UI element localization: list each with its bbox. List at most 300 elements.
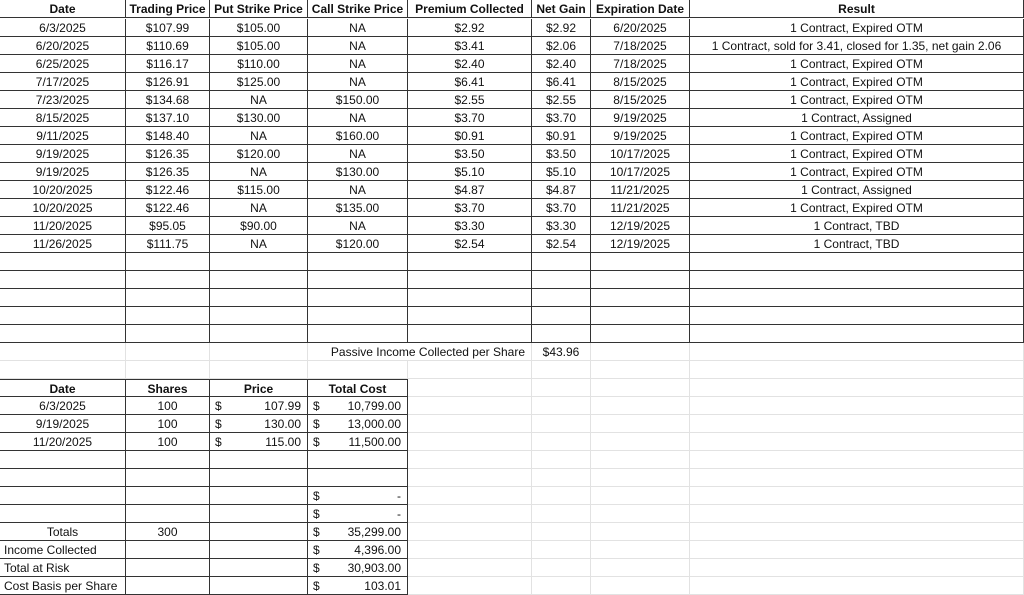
table-cell[interactable]: $2.92 [408,19,532,37]
date-cell[interactable]: 11/20/2025 [0,433,126,451]
table-cell[interactable]: $137.10 [126,109,210,127]
table-cell[interactable]: $3.30 [408,217,532,235]
table-cell[interactable]: 12/19/2025 [591,217,690,235]
empty-cell[interactable] [690,361,1024,379]
table-cell[interactable]: 10/20/2025 [0,199,126,217]
date-cell[interactable]: 9/19/2025 [0,415,126,433]
empty-cell[interactable] [0,361,126,379]
empty-cell[interactable] [591,325,690,343]
empty-cell[interactable] [591,523,690,541]
shares-cell[interactable]: 100 [126,433,210,451]
currency-symbol: $ [215,417,222,431]
table-cell[interactable]: $107.99 [126,19,210,37]
table-cell[interactable]: $3.41 [408,37,532,55]
table-cell[interactable]: $110.00 [210,55,308,73]
table-cell[interactable]: $2.54 [408,235,532,253]
empty-cell[interactable] [690,523,1024,541]
table-cell[interactable]: 1 Contract, Expired OTM [690,19,1024,37]
cell[interactable] [0,487,126,505]
column-header[interactable]: Trading Price [126,0,210,18]
total-cost-cell[interactable] [308,415,408,433]
table-cell[interactable]: 9/19/2025 [0,163,126,181]
currency-symbol: $ [313,435,320,449]
shares-cell[interactable]: 100 [126,397,210,415]
table-cell[interactable]: NA [210,127,308,145]
empty-cell[interactable] [126,307,210,325]
price-cell[interactable] [210,433,308,451]
table-cell[interactable]: $2.54 [532,235,591,253]
table-cell[interactable]: $3.70 [532,109,591,127]
table-cell[interactable]: 7/18/2025 [591,37,690,55]
empty-cell[interactable] [0,325,126,343]
table-cell[interactable]: $105.00 [210,37,308,55]
table-row [0,505,1024,523]
table-cell[interactable]: 12/19/2025 [591,235,690,253]
empty-cell[interactable] [408,541,532,559]
amount: 11,500.00 [348,435,401,449]
column-header[interactable]: Put Strike Price [210,0,308,18]
empty-cell[interactable] [690,325,1024,343]
table-row [0,19,1024,37]
passive-income-row [0,343,1024,361]
empty-cell[interactable] [126,325,210,343]
table-row [0,217,1024,235]
table-row [0,433,1024,451]
empty-cell[interactable] [308,253,408,271]
table-cell[interactable]: 11/21/2025 [591,181,690,199]
table-cell[interactable]: 9/19/2025 [0,145,126,163]
totals-row [0,523,1024,541]
empty-cell[interactable] [408,271,532,289]
empty-cell[interactable] [532,253,591,271]
total-at-risk-row [0,559,1024,577]
table-cell[interactable]: $120.00 [210,145,308,163]
total-at-risk-value[interactable] [308,559,408,577]
empty-cell[interactable] [690,451,1024,469]
empty-cell[interactable] [591,577,690,595]
table-cell[interactable]: 9/19/2025 [591,127,690,145]
empty-cell[interactable] [532,361,591,379]
table-cell[interactable]: $130.00 [308,163,408,181]
table-cell[interactable]: 11/20/2025 [0,217,126,235]
empty-cell[interactable] [591,307,690,325]
empty-cell[interactable] [532,487,591,505]
table-cell[interactable]: 1 Contract, Assigned [690,181,1024,199]
empty-cell[interactable] [126,361,210,379]
column-header[interactable]: Result [690,0,1024,18]
empty-cell[interactable] [591,451,690,469]
empty-cell[interactable] [690,433,1024,451]
cell[interactable] [210,559,308,577]
empty-cell[interactable] [591,415,690,433]
table-cell[interactable]: NA [210,199,308,217]
table-cell[interactable]: 7/18/2025 [591,55,690,73]
empty-cell[interactable] [126,271,210,289]
cost-basis-label[interactable]: Cost Basis per Share [0,577,126,595]
table-cell[interactable]: NA [210,91,308,109]
table-row [0,109,1024,127]
table-cell[interactable]: $105.00 [210,19,308,37]
table-row [0,415,1024,433]
table-cell[interactable]: $122.46 [126,199,210,217]
table-cell[interactable]: $6.41 [532,73,591,91]
empty-cell[interactable] [308,271,408,289]
table-cell[interactable]: $2.40 [408,55,532,73]
table-cell[interactable]: $2.55 [408,91,532,109]
empty-cell[interactable] [408,487,532,505]
empty-cell[interactable] [408,433,532,451]
table-cell[interactable]: 1 Contract, TBD [690,217,1024,235]
amount: 4,396.00 [354,543,401,557]
empty-cell[interactable] [532,577,591,595]
empty-cell[interactable] [591,379,690,397]
table-cell[interactable]: $5.10 [408,163,532,181]
currency-symbol: $ [313,561,320,575]
empty-cell[interactable] [408,469,532,487]
empty-cell[interactable] [532,559,591,577]
totals-label[interactable]: Totals [0,523,126,541]
table-cell[interactable]: NA [308,109,408,127]
empty-cell[interactable] [210,271,308,289]
table-cell[interactable]: 6/25/2025 [0,55,126,73]
table-cell[interactable]: $3.70 [532,199,591,217]
table-cell[interactable]: NA [308,181,408,199]
table-cell[interactable]: $125.00 [210,73,308,91]
currency-symbol: $ [313,525,320,539]
cell[interactable] [210,469,308,487]
column-header[interactable]: Date [0,379,126,397]
table-cell[interactable]: 8/15/2025 [591,91,690,109]
table-cell[interactable]: $90.00 [210,217,308,235]
blank-table-row [0,253,1024,271]
table-cell[interactable]: $4.87 [408,181,532,199]
total-cost-cell[interactable] [308,397,408,415]
empty-cell[interactable] [690,505,1024,523]
empty-cell[interactable] [690,469,1024,487]
table-cell[interactable]: 10/17/2025 [591,163,690,181]
passive-income-value: $43.96 [532,343,591,361]
column-header[interactable]: Date [0,0,126,18]
empty-cell[interactable] [690,253,1024,271]
cell[interactable] [126,505,210,523]
empty-cell[interactable] [210,343,308,361]
empty-cell[interactable] [532,289,591,307]
currency-symbol: $ [313,489,320,503]
empty-cell[interactable] [591,505,690,523]
column-header[interactable]: Net Gain [532,0,591,18]
empty-cell[interactable] [591,397,690,415]
empty-cell[interactable] [690,271,1024,289]
cell[interactable] [210,505,308,523]
empty-cell[interactable] [0,307,126,325]
table-cell[interactable]: $130.00 [210,109,308,127]
cell[interactable] [210,487,308,505]
price-cell[interactable] [210,397,308,415]
totals-cost[interactable] [308,523,408,541]
cell[interactable] [126,577,210,595]
table-cell[interactable]: 1 Contract, TBD [690,235,1024,253]
currency-symbol: $ [215,399,222,413]
empty-cell[interactable] [532,307,591,325]
blank-table-row [0,289,1024,307]
empty-cell[interactable] [532,325,591,343]
empty-cell[interactable] [690,397,1024,415]
empty-cell[interactable] [408,415,532,433]
cell[interactable] [126,487,210,505]
empty-cell[interactable] [408,397,532,415]
empty-cell[interactable] [408,559,532,577]
empty-cell[interactable] [126,253,210,271]
empty-cell[interactable] [126,343,210,361]
cell[interactable] [0,505,126,523]
cell[interactable] [210,577,308,595]
table-cell[interactable]: 9/19/2025 [591,109,690,127]
table-cell[interactable]: 1 Contract, Assigned [690,109,1024,127]
shares-cell[interactable]: 100 [126,415,210,433]
empty-cell[interactable] [532,451,591,469]
table-cell[interactable]: $4.87 [532,181,591,199]
empty-cell[interactable] [690,307,1024,325]
empty-cell[interactable] [0,289,126,307]
date-cell[interactable]: 6/3/2025 [0,397,126,415]
table-cell[interactable]: 1 Contract, sold for 3.41, closed for 1.35, net gain 2.06 [690,37,1024,55]
empty-cell[interactable] [591,343,690,361]
total-cost-cell[interactable] [308,487,408,505]
table-cell[interactable]: 1 Contract, Expired OTM [690,73,1024,91]
table-cell[interactable]: NA [210,235,308,253]
table-cell[interactable]: $110.69 [126,37,210,55]
cell[interactable] [210,523,308,541]
table-cell[interactable]: 1 Contract, Expired OTM [690,199,1024,217]
table-cell[interactable]: $135.00 [308,199,408,217]
empty-cell[interactable] [210,289,308,307]
cell[interactable] [126,559,210,577]
table-cell[interactable]: $6.41 [408,73,532,91]
table-cell[interactable]: 1 Contract, Expired OTM [690,91,1024,109]
empty-cell[interactable] [308,325,408,343]
table-cell[interactable]: $122.46 [126,181,210,199]
table-cell[interactable]: $3.50 [532,145,591,163]
empty-cell[interactable] [690,379,1024,397]
amount: 13,000.00 [347,417,401,431]
table-cell[interactable]: $126.35 [126,145,210,163]
table-cell[interactable]: $95.05 [126,217,210,235]
table-cell[interactable]: NA [308,55,408,73]
table-cell[interactable]: 11/21/2025 [591,199,690,217]
column-header[interactable]: Call Strike Price [308,0,408,18]
table-cell[interactable]: NA [308,73,408,91]
table-cell[interactable]: $5.10 [532,163,591,181]
empty-cell[interactable] [591,433,690,451]
empty-cell[interactable] [308,361,408,379]
table-cell[interactable]: 8/15/2025 [0,109,126,127]
table-cell[interactable]: 9/11/2025 [0,127,126,145]
cell[interactable] [210,451,308,469]
cell[interactable] [0,469,126,487]
empty-cell[interactable] [591,253,690,271]
empty-cell[interactable] [408,253,532,271]
empty-cell[interactable] [532,415,591,433]
amount: 10,799.00 [347,399,401,413]
empty-cell[interactable] [690,559,1024,577]
totals-shares[interactable]: 300 [126,523,210,541]
table-cell[interactable]: $2.92 [532,19,591,37]
empty-cell[interactable] [408,307,532,325]
table-cell[interactable]: NA [210,163,308,181]
empty-cell[interactable] [532,469,591,487]
table-cell[interactable]: 10/20/2025 [0,181,126,199]
empty-cell[interactable] [308,289,408,307]
cell[interactable] [308,451,408,469]
table-cell[interactable]: 8/15/2025 [591,73,690,91]
table-cell[interactable]: 7/17/2025 [0,73,126,91]
table-cell[interactable]: NA [308,217,408,235]
empty-cell[interactable] [408,361,532,379]
table-row [0,55,1024,73]
empty-cell[interactable] [591,271,690,289]
cost-basis-value[interactable] [308,577,408,595]
income-collected-label[interactable]: Income Collected [0,541,126,559]
empty-cell[interactable] [210,307,308,325]
empty-cell[interactable] [690,541,1024,559]
column-header[interactable]: Premium Collected [408,0,532,18]
column-header[interactable]: Price [210,379,308,397]
table-cell[interactable]: $2.55 [532,91,591,109]
empty-cell[interactable] [591,487,690,505]
empty-cell[interactable] [0,343,126,361]
empty-cell[interactable] [408,451,532,469]
currency-symbol: $ [215,435,222,449]
empty-cell[interactable] [0,253,126,271]
table-cell[interactable]: 11/26/2025 [0,235,126,253]
total-cost-cell[interactable] [308,505,408,523]
shares-header-row [0,379,1024,397]
empty-cell[interactable] [408,523,532,541]
table-cell[interactable]: $2.06 [532,37,591,55]
price-cell[interactable] [210,415,308,433]
table-cell[interactable]: $120.00 [308,235,408,253]
table-row [0,73,1024,91]
table-cell[interactable]: 6/3/2025 [0,19,126,37]
table-cell[interactable]: $150.00 [308,91,408,109]
table-row [0,145,1024,163]
empty-cell[interactable] [591,541,690,559]
empty-cell[interactable] [532,541,591,559]
table-cell[interactable]: NA [308,145,408,163]
column-header[interactable]: Expiration Date [591,0,690,18]
table-cell[interactable]: $116.17 [126,55,210,73]
cell[interactable] [0,451,126,469]
empty-cell[interactable] [408,505,532,523]
table-cell[interactable]: NA [308,37,408,55]
empty-cell[interactable] [408,577,532,595]
table-cell[interactable]: $160.00 [308,127,408,145]
currency-symbol: $ [313,399,320,413]
table-row [0,163,1024,181]
table-cell[interactable]: NA [308,19,408,37]
empty-cell[interactable] [591,469,690,487]
table-cell[interactable]: $0.91 [408,127,532,145]
empty-cell[interactable] [591,289,690,307]
empty-cell[interactable] [0,271,126,289]
passive-income-label: Passive Income Collected per Share [300,343,532,361]
cell[interactable] [210,541,308,559]
amount: 130.00 [264,417,301,431]
empty-cell[interactable] [408,325,532,343]
cell[interactable] [126,541,210,559]
empty-cell[interactable] [308,307,408,325]
table-cell[interactable]: $111.75 [126,235,210,253]
income-collected-value[interactable] [308,541,408,559]
amount: - [397,507,401,521]
empty-cell[interactable] [690,415,1024,433]
table-cell[interactable]: $0.91 [532,127,591,145]
table-cell[interactable]: 6/20/2025 [591,19,690,37]
empty-cell[interactable] [408,379,532,397]
column-header[interactable]: Total Cost [308,379,408,397]
empty-cell[interactable] [408,289,532,307]
cell[interactable] [308,469,408,487]
total-cost-cell[interactable] [308,433,408,451]
table-cell[interactable]: $3.70 [408,199,532,217]
empty-cell[interactable] [126,289,210,307]
empty-cell[interactable] [532,433,591,451]
column-header[interactable]: Shares [126,379,210,397]
table-cell[interactable]: 1 Contract, Expired OTM [690,145,1024,163]
table-cell[interactable]: $3.50 [408,145,532,163]
cost-basis-row [0,577,1024,595]
empty-cell[interactable] [532,379,591,397]
table-cell[interactable]: $134.68 [126,91,210,109]
amount: 30,903.00 [347,561,401,575]
cell[interactable] [126,469,210,487]
empty-cell[interactable] [532,523,591,541]
table-cell[interactable]: 10/17/2025 [591,145,690,163]
total-at-risk-label[interactable]: Total at Risk [0,559,126,577]
empty-cell[interactable] [690,487,1024,505]
empty-cell[interactable] [210,325,308,343]
empty-cell[interactable] [591,361,690,379]
trades-header-row [0,0,1024,18]
table-cell[interactable]: $126.91 [126,73,210,91]
table-cell[interactable]: 1 Contract, Expired OTM [690,55,1024,73]
table-cell[interactable]: $2.40 [532,55,591,73]
table-cell[interactable]: $126.35 [126,163,210,181]
empty-cell[interactable] [690,577,1024,595]
empty-cell[interactable] [210,361,308,379]
empty-cell[interactable] [591,559,690,577]
currency-symbol: $ [313,579,320,593]
table-cell[interactable]: 7/23/2025 [0,91,126,109]
empty-cell[interactable] [532,271,591,289]
table-row [0,487,1024,505]
empty-cell[interactable] [532,397,591,415]
table-cell[interactable]: 1 Contract, Expired OTM [690,163,1024,181]
cell[interactable] [126,451,210,469]
empty-cell[interactable] [690,343,1024,361]
empty-cell[interactable] [532,505,591,523]
table-cell[interactable]: $3.70 [408,109,532,127]
empty-cell[interactable] [210,253,308,271]
empty-cell[interactable] [690,289,1024,307]
table-cell[interactable]: 6/20/2025 [0,37,126,55]
table-cell[interactable]: $148.40 [126,127,210,145]
table-cell[interactable]: $115.00 [210,181,308,199]
table-row [0,199,1024,217]
table-cell[interactable]: 1 Contract, Expired OTM [690,127,1024,145]
table-row [0,127,1024,145]
table-cell[interactable]: $3.30 [532,217,591,235]
